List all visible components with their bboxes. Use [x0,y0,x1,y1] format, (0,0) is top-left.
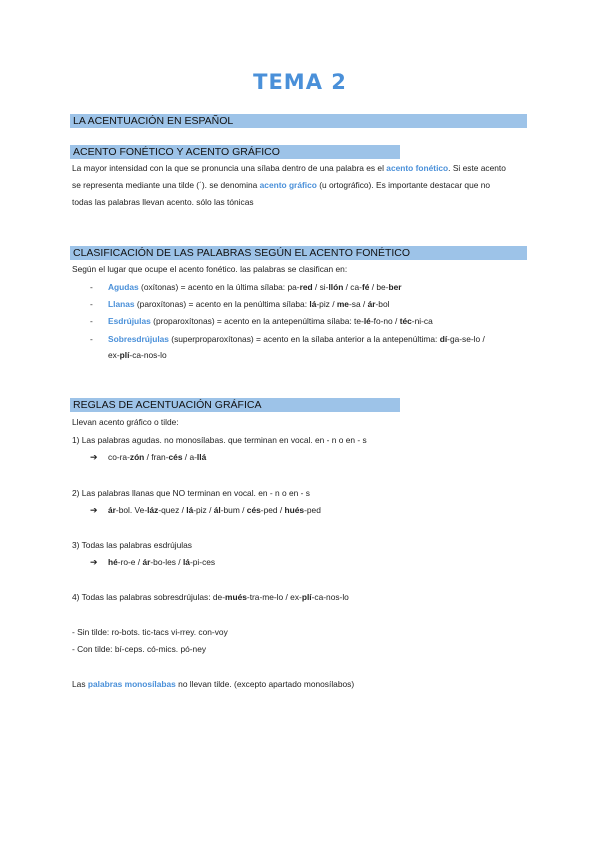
arrow-icon: ➔ [90,452,98,462]
note-sin-tilde: - Sin tilde: ro-bots. tic-tacs vi-rrey. con-voy [72,627,228,637]
page-title: TEMA 2 [253,70,347,94]
list-bullet: - [90,282,93,292]
section-main-heading: LA ACENTUACIÓN EN ESPAÑOL [70,114,527,128]
rule-1: 1) Las palabras agudas. no monosílabas. que terminan en vocal. en - n o en - s [72,435,367,445]
rule-3-examples: hé-ro-e / ár-bo-les / lá-pi-ces [108,557,216,567]
sec1-paragraph-line1: La mayor intensidad con la que se pronuncia una sílaba dentro de una palabra es el acento fonético. Si este acento [72,163,506,173]
rule-2-examples: ár-bol. Ve-láz-quez / lá-piz / ál-bum / cés-ped / hués-ped [108,505,321,515]
rule-1-examples: co-ra-zón / fran-cés / a-llá [108,452,207,462]
list-item-sobresdrujulas: Sobresdrújulas (superproparoxítonas) = acento en la sílaba anterior a la antepenúltima: dí-ga-se-lo / ex-plí-ca-nos-lo [108,334,485,360]
list-item-esdrujulas: Esdrújulas (proparoxítonas) = acento en la antepenúltima sílaba: te-lé-fo-no / téc-ni-ca [108,316,433,326]
list-item-agudas: Agudas (oxítonas) = acento en la última sílaba: pa-red / si-llón / ca-fé / be-ber [108,282,402,292]
sec3-heading: REGLAS DE ACENTUACIÓN GRÁFICA [70,398,400,412]
sec1-paragraph-line2: se representa mediante una tilde (´). se denomina acento gráfico (u ortográfico). Es importante destacar que no [72,180,491,190]
sec1-paragraph-line3: todas las palabras llevan acento. sólo las tónicas [72,197,254,207]
list-bullet: - [90,316,93,326]
sec1-heading: ACENTO FONÉTICO Y ACENTO GRÁFICO [70,145,400,159]
rule-3: 3) Todas las palabras esdrújulas [72,540,192,550]
highlight-term: acento fonético [386,163,449,173]
sec2-heading: CLASIFICACIÓN DE LAS PALABRAS SEGÚN EL ACENTO FONÉTICO [70,246,527,260]
highlight-term: acento gráfico [259,180,317,190]
sec3-intro: Llevan acento gráfico o tilde: [72,417,179,427]
arrow-icon: ➔ [90,505,98,515]
list-bullet: - [90,299,93,309]
arrow-icon: ➔ [90,557,98,567]
rule-2: 2) Las palabras llanas que NO terminan en vocal. en - n o en - s [72,488,310,498]
list-bullet: - [90,334,93,344]
highlight-term: palabras monosílabas [87,679,176,689]
list-item-llanas: Llanas (paroxítonas) = acento en la penúltima sílaba: lá-piz / me-sa / ár-bol [108,299,390,309]
sec2-intro: Según el lugar que ocupe el acento fonético. las palabras se clasifican en: [72,264,348,274]
monosilabas-note: Las palabras monosílabas no llevan tilde. (excepto apartado monosílabos) [72,679,355,689]
note-con-tilde: - Con tilde: bí-ceps. có-mics. pó-ney [72,644,207,654]
rule-4: 4) Todas las palabras sobresdrújulas: de-mués-tra-me-lo / ex-plí-ca-nos-lo [72,592,349,602]
